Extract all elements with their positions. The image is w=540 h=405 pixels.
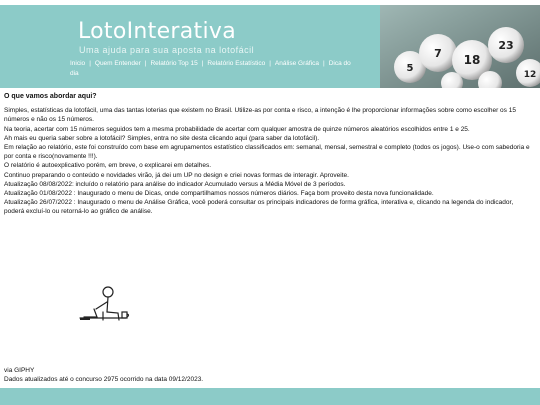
lottery-balls-image [380,5,540,88]
site-header [0,5,540,88]
nav-item-quem-entender[interactable]: Quem Entender [94,60,141,67]
site-logo-title[interactable]: LotoInterativa [78,19,236,44]
nav-item-relatorio-estatistico[interactable]: Relatório Estatístico [207,60,266,67]
svg-text:23: 23 [498,39,514,52]
gif-credit[interactable]: via GIPHY [4,367,35,374]
svg-text:18: 18 [463,53,481,67]
paragraph-autoexplicativo: O relatório é autoexplicativo porém, em breve, o explicarei em detalhes. [4,162,212,170]
nav-item-dica-do-dia[interactable]: Dica do dia [70,60,351,77]
svg-text:12: 12 [523,70,537,80]
paragraph-update-0808: Atualização 08/08/2022: incluído o relatório para análise do indicador Acumulado versus a Média Móvel de 3 períodos. [4,180,346,188]
nav-separator: | [89,60,91,67]
paragraph-update-2607: Atualização 26/07/2022 : Inaugurado o menu de Análise Gráfica, você poderá consultar os principais indicadores de forma gráfica, interativa e, clicando na legenda do indicador, poderá excluí-lo ou retorná-lo ao gráfico de análise. [4,199,514,216]
paragraph-theory: Na teoria, acertar com 15 números seguidos tem a mesma probabilidade de acertar com qualquer amostra de quinze números aleatórios escolhidos entre 1 e 25. [4,125,470,133]
paragraph-intro: Simples, estatísticas da lotofácil, uma das tantas loterias que existem no Brasil. Utilize-as por conta e risco, a intenção é lhe proporcionar informações sobre como escolher os 15 números e não os 15 números. [4,107,516,124]
main-content [4,92,534,217]
main-nav [70,59,360,79]
nav-separator: | [323,60,325,67]
data-update-note: Dados atualizados até o concurso 2975 ocorrido na data 09/12/2023. [4,376,204,383]
paragraph-link: Ah mais eu queria saber sobre a lotofácil? Simples, entra no site desta clicando aqui (para saber da lotofácil). [4,134,320,142]
site-tagline: Uma ajuda para sua aposta na lotofácil [79,45,255,55]
nav-separator: | [269,60,271,67]
nav-item-inicio[interactable]: Inicio [70,60,86,67]
svg-text:5: 5 [406,63,414,74]
svg-text:7: 7 [434,47,442,60]
nav-item-relatorio-top-15[interactable]: Relatório Top 15 [150,60,198,67]
paragraph-update-0108: Atualização 01/08/2022 : Inaugurado o menu de Dicas, onde compartilhamos nossos números diários. Faça bom proveito desta nova funcionalidade. [4,190,434,198]
nav-item-analise-grafica[interactable]: Análise Gráfica [274,60,319,67]
nav-separator: | [144,60,147,67]
paragraph-continuo: Continuo preparando o conteúdo e novidades virão, já dei um UP no design e criei novas formas de interagir. Aproveite. [4,171,349,179]
section-heading: O que vamos abordar aqui? [4,93,97,100]
paragraph-report: Em relação ao relatório, este foi construído com base em agrupamentos estatístico classificados em: semanal, mensal, semestral e completo (todos os jogos). Use-o com sabedoria e por conta e risco(novamente !!!). [4,144,530,161]
person-at-laptop-illustration [4,254,204,354]
nav-separator: | [201,60,204,67]
site-footer [0,388,540,405]
